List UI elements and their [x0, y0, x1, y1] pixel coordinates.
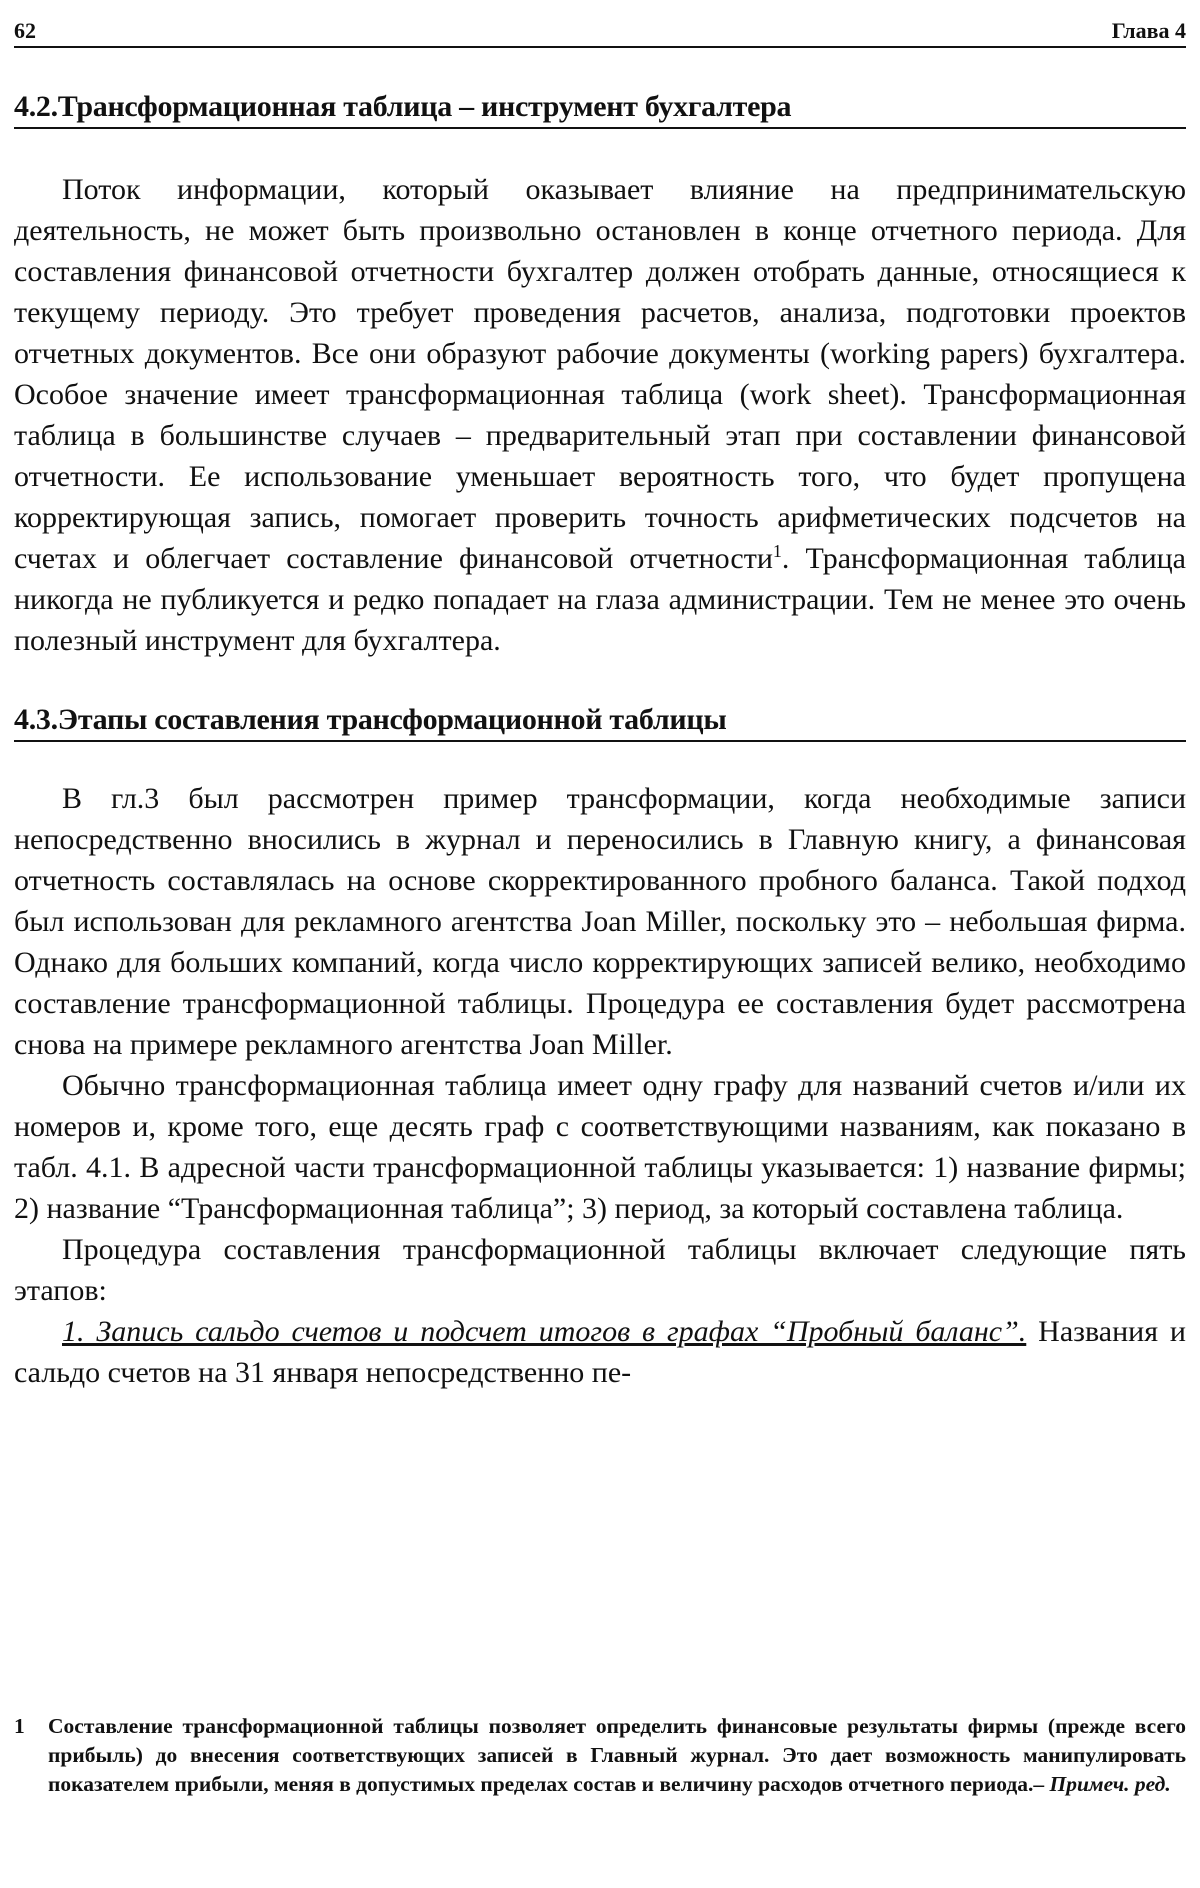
- section-4-3-paragraph-3: Процедура составления трансформационной таблицы включает следующие пять этапов:: [14, 1233, 1186, 1307]
- section-4-3-body: [14, 778, 1186, 1393]
- footnote-mark: 1: [14, 1714, 25, 1738]
- paragraph-text: Поток информации, который оказывает влияние на предпринимательскую деятельность, не может быть произвольно остановлен в конце отчетного периода. Для составления финансовой отчетности бухгалтер должен отобрать данные, относящиеся к текущему периоду. Это требует проведения расчетов, анализа, подготовки проектов отчетных документов. Все они образуют рабочие документы (working papers) бухгалтера. Особое значение имеет трансформационная таблица (work sheet). Трансформационная таблица в большинстве случаев – предварительный этап при составлении финансовой отчетности. Ее использование уменьшает вероятность того, что будет пропущена корректирующая запись, помогает проверить точность арифметических подсчетов на счетах и облегчает составление финансовой отчетности: [14, 173, 1186, 575]
- paragraph-text-tail: . Трансформационная таблица никогда не публикуется и редко попадает на глаза администрации. Тем не менее это очень полезный инструмент для бухгалтера.: [14, 542, 1186, 657]
- footnote-text: Составление трансформационной таблицы позволяет определить финансовые результаты фирмы (прежде всего прибыль) до внесения соответствующих записей в Главный журнал. Это дает возможность манипулировать показателем прибыли, меняя в допустимых пределах состав и величину расходов отчетного периода.–: [48, 1714, 1186, 1796]
- section-4-3-paragraph-2: Обычно трансформационная таблица имеет одну графу для названий счетов и/или их номеров и, кроме того, еще десять граф с соответствующими названиям, как показано в табл. 4.1. В адресной части трансформационной таблицы указывается: 1) название фирмы; 2) название “Трансформационная таблица”; 3) период, за который составлена таблица.: [14, 1069, 1186, 1225]
- footnote-editor-note: Примеч. ред.: [1049, 1772, 1171, 1796]
- stage-1-text: Названия и сальдо счетов на 31 января непосредственно пе-: [14, 1315, 1186, 1389]
- footnote-body: [48, 1712, 1186, 1799]
- footnote: [14, 1712, 1186, 1799]
- chapter-title: Глава 4: [1111, 18, 1186, 43]
- stage-1-lead: 1. Запись сальдо счетов и подсчет итогов в графах “Пробный баланс”.: [62, 1315, 1027, 1348]
- footnote-reference: 1: [772, 541, 782, 561]
- section-4-2-paragraph: [14, 169, 1186, 661]
- stage-1-paragraph: [14, 1311, 1186, 1393]
- section-heading-4-3: 4.3.Этапы составления трансформационной таблицы: [14, 703, 1186, 742]
- section-heading-4-2: 4.2.Трансформационная таблица – инструмент бухгалтера: [14, 90, 1186, 129]
- section-4-3-paragraph-1: В гл.3 был рассмотрен пример трансформации, когда необходимые записи непосредственно вносились в журнал и переносились в Главную книгу, а финансовая отчетность составлялась на основе скорректированного пробного баланса. Такой подход был использован для рекламного агентства Joan Miller, поскольку это – небольшая фирма. Однако для больших компаний, когда число корректирующих записей велико, необходимо составление трансформационной таблицы. Процедура ее составления будет рассмотрена снова на примере рекламного агентства Joan Miller.: [14, 782, 1186, 1061]
- running-head: [14, 18, 1186, 48]
- page-number: 62: [14, 18, 36, 43]
